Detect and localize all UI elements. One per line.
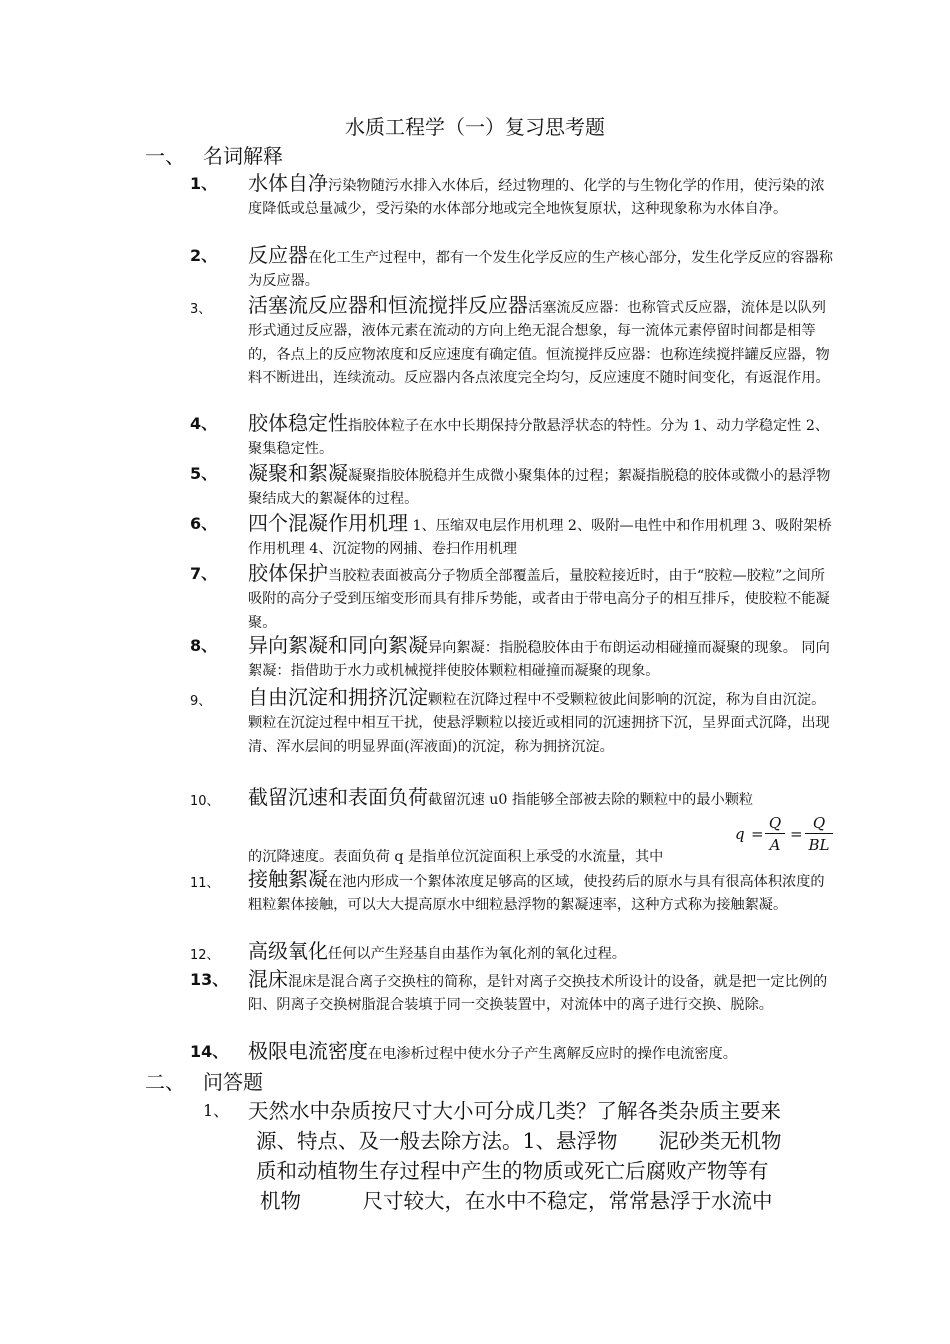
formula-denominator: BL bbox=[808, 836, 830, 854]
term-definition: 异向絮凝：指脱稳胶体由于布朗运动相碰撞而凝聚的现象。 同向絮凝：指借助于水力或机械搅拌使胶体颗粒相碰撞而凝聚的现象。 bbox=[248, 640, 830, 680]
term-heading: 四个混凝作用机理 bbox=[248, 511, 408, 535]
page-title: 水质工程学（一）复习思考题 bbox=[345, 115, 605, 139]
question-item-1 bbox=[190, 1096, 850, 1216]
term-number: 12、 bbox=[190, 948, 220, 963]
term-definition: 在电渗析过程中使水分子产生离解反应时的操作电流密度。 bbox=[368, 1046, 737, 1062]
term-definition: 1、压缩双电层作用机理 2、吸附—电性中和作用机理 3、吸附架桥作用机理 4、沉淀物的网捕、卷扫作用机理 bbox=[248, 518, 832, 558]
term-number: 5、 bbox=[190, 464, 218, 483]
term-heading: 水体自净 bbox=[248, 171, 328, 195]
term-number: 2、 bbox=[190, 246, 218, 265]
term-heading: 混床 bbox=[248, 967, 288, 991]
formula-denominator: A bbox=[769, 836, 781, 854]
term-item-3 bbox=[190, 294, 838, 391]
question-number: 1、 bbox=[203, 1101, 230, 1120]
term-item-4 bbox=[190, 412, 838, 462]
term-item-9 bbox=[190, 686, 838, 759]
term-definition-continued: 的沉降速度。表面负荷 q 是指单位沉淀面积上承受的水流量，其中 bbox=[248, 849, 664, 865]
term-number: 9、 bbox=[190, 694, 212, 709]
term-definition: 活塞流反应器：也称管式反应器，流体是以队列形式通过反应器，液体元素在流动的方向上绝无混合想象，每一流体元素停留时间都是相等的，各点上的反应物浓度和反应速度有确定值。恒流搅拌反应器：也称连续搅拌罐反应器，物料不断进出，连续流动。反应器内各点浓度完全均匀，反应速度不随时间变化，有返混作用。 bbox=[248, 300, 830, 387]
term-number: 10、 bbox=[190, 794, 220, 809]
term-item-7 bbox=[190, 562, 838, 635]
term-heading: 异向絮凝和同向絮凝 bbox=[248, 633, 428, 657]
term-heading: 截留沉速和表面负荷 bbox=[248, 785, 428, 809]
term-definition: 当胶粒表面被高分子物质全部覆盖后，量胶粒接近时，由于“胶粒—胶粒”之间所吸附的高分子受到压缩变形而具有排斥势能，或者由于带电高分子的相互排斥，使胶粒不能凝聚。 bbox=[248, 568, 830, 631]
term-definition: 任何以产生羟基自由基作为氧化剂的氧化过程。 bbox=[328, 946, 626, 962]
term-number: 8、 bbox=[190, 636, 218, 655]
term-number: 7、 bbox=[190, 564, 218, 583]
formula-equals: = bbox=[751, 825, 764, 843]
term-heading: 胶体保护 bbox=[248, 561, 328, 585]
term-definition: 在池内形成一个絮体浓度足够高的区域，使投药后的原水与具有很高体积浓度的粗粒絮体接触，可以大大提高原水中细粒悬浮物的絮凝速率，这种方式称为接触絮凝。 bbox=[248, 874, 825, 914]
section-number: 二、 bbox=[145, 1070, 185, 1094]
section-label: 问答题 bbox=[203, 1070, 263, 1094]
formula-numerator: Q bbox=[805, 813, 833, 834]
term-heading: 高级氧化 bbox=[248, 939, 328, 963]
term-number: 1、 bbox=[190, 174, 218, 193]
term-number: 11、 bbox=[190, 876, 220, 891]
surface-load-formula bbox=[735, 813, 835, 863]
question-line: 源、特点、及一般去除方法。1、悬浮物 泥砂类无机物 bbox=[256, 1129, 782, 1153]
term-heading: 活塞流反应器和恒流搅拌反应器 bbox=[248, 293, 528, 317]
term-item-5 bbox=[190, 462, 838, 512]
term-item-8 bbox=[190, 634, 838, 684]
term-definition: 截留沉速 u0 指能够全部被去除的颗粒中的最小颗粒 bbox=[428, 792, 754, 808]
term-heading: 接触絮凝 bbox=[248, 867, 328, 891]
term-definition: 在化工生产过程中，都有一个发生化学反应的生产核心部分，发生化学反应的容器称为反应器。 bbox=[248, 250, 833, 290]
term-number: 3、 bbox=[190, 302, 212, 317]
term-number: 6、 bbox=[190, 514, 218, 533]
term-definition: 混床是混合离子交换柱的简称，是针对离子交换技术所设计的设备，就是把一定比例的阳、阴离子交换树脂混合装填于同一交换装置中，对流体中的离子进行交换、脱除。 bbox=[248, 974, 828, 1014]
term-item-14 bbox=[190, 1040, 838, 1066]
term-definition: 颗粒在沉降过程中不受颗粒彼此间影响的沉淀，称为自由沉淀。颗粒在沉淀过程中相互干扰，使悬浮颗粒以接近或相同的沉速拥挤下沉，呈界面式沉降，出现清、浑水层间的明显界面(浑液面)的沉淀，称为拥挤沉淀。 bbox=[248, 692, 830, 755]
term-item-13 bbox=[190, 968, 838, 1018]
term-number: 13、 bbox=[190, 970, 229, 989]
term-heading: 反应器 bbox=[248, 243, 308, 267]
section-label: 名词解释 bbox=[203, 144, 283, 168]
term-item-1 bbox=[190, 172, 838, 222]
question-line: 机物 尺寸较大，在水中不稳定，常常悬浮于水流中 bbox=[260, 1189, 773, 1213]
term-number: 14、 bbox=[190, 1042, 229, 1061]
formula-symbol-q: q bbox=[735, 825, 745, 843]
term-heading: 胶体稳定性 bbox=[248, 411, 348, 435]
formula-numerator: Q bbox=[765, 813, 785, 834]
term-item-2 bbox=[190, 244, 838, 294]
term-item-10 bbox=[190, 786, 838, 812]
term-heading: 极限电流密度 bbox=[248, 1039, 368, 1063]
term-definition: 指胶体粒子在水中长期保持分散悬浮状态的特性。分为 1、动力学稳定性 2、聚集稳定性。 bbox=[248, 418, 830, 458]
term-item-6 bbox=[190, 512, 838, 562]
term-item-12 bbox=[190, 940, 838, 966]
formula-fraction-q-over-bl bbox=[805, 813, 833, 856]
term-definition: 凝聚指胶体脱稳并生成微小聚集体的过程；絮凝指脱稳的胶体或微小的悬浮物聚结成大的絮凝体的过程。 bbox=[248, 468, 831, 508]
formula-equals: = bbox=[790, 825, 803, 843]
formula-fraction-q-over-a bbox=[765, 813, 785, 856]
term-heading: 凝聚和絮凝 bbox=[248, 461, 348, 485]
section-number: 一、 bbox=[145, 144, 185, 168]
term-item-11 bbox=[190, 868, 838, 918]
question-line: 天然水中杂质按尺寸大小可分成几类？了解各类杂质主要来 bbox=[248, 1099, 781, 1123]
term-definition: 污染物随污水排入水体后，经过物理的、化学的与生物化学的作用，使污染的浓度降低或总量减少，受污染的水体部分地或完全地恢复原状，这种现象称为水体自净。 bbox=[248, 178, 825, 218]
term-number: 4、 bbox=[190, 414, 218, 433]
term-heading: 自由沉淀和拥挤沉淀 bbox=[248, 685, 428, 709]
question-line: 质和动植物生存过程中产生的物质或死亡后腐败产物等有 bbox=[256, 1159, 769, 1183]
